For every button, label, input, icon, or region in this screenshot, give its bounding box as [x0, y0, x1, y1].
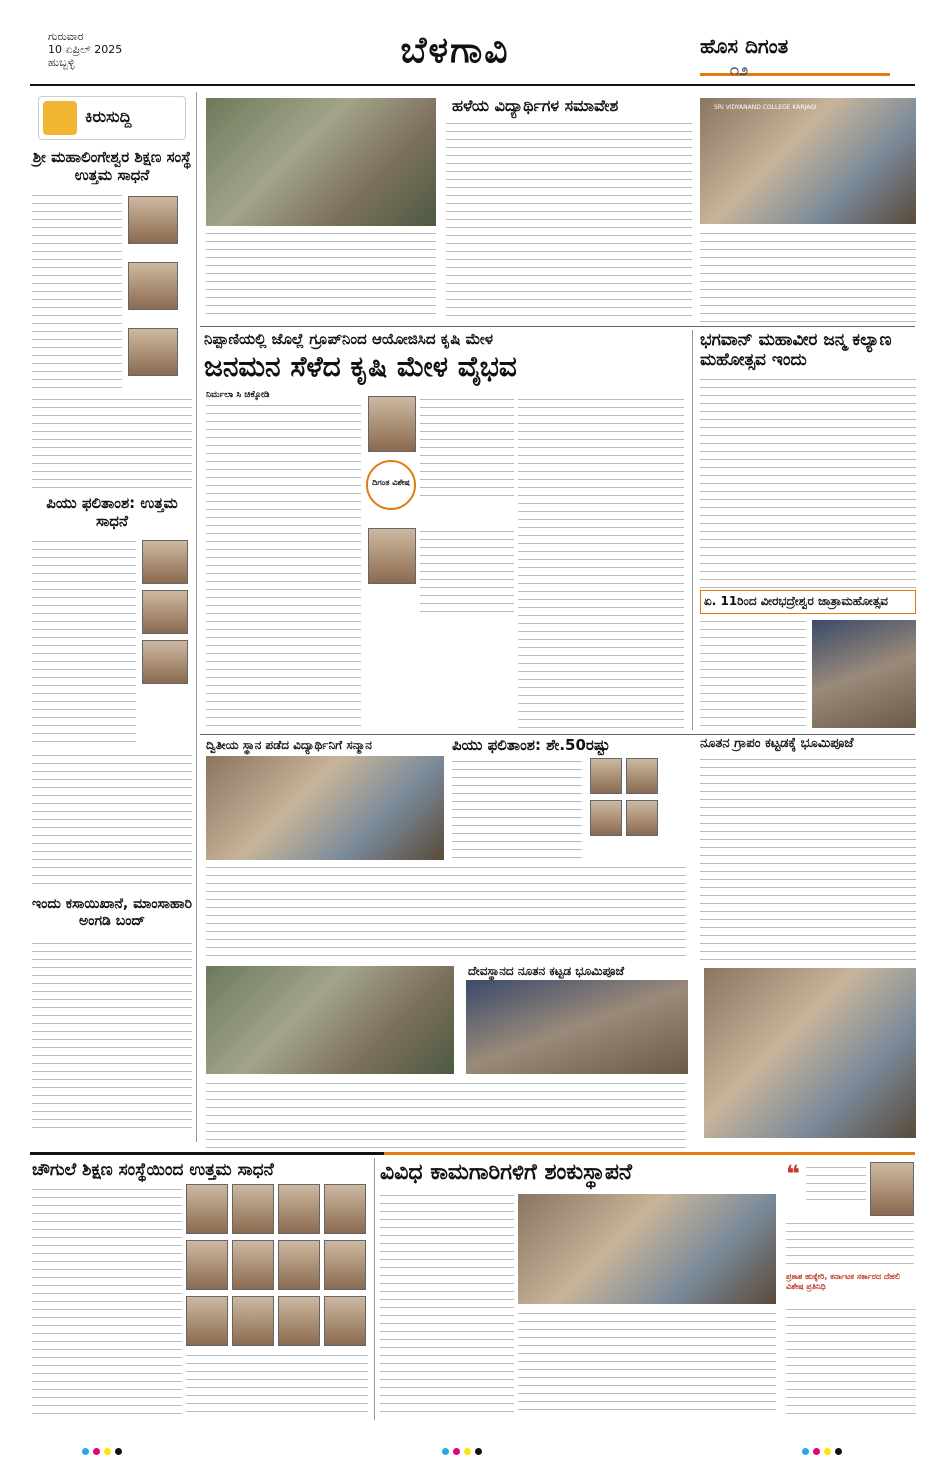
registration-marks	[80, 1440, 124, 1459]
day-label: ಗುರುವಾರ	[48, 30, 84, 43]
story-headline: ಚೌಗುಲೆ ಶಿಕ್ಷಣ ಸಂಸ್ಥೆಯಿಂದ ಉತ್ತಮ ಸಾಧನೆ	[32, 1160, 274, 1180]
header-rule	[30, 84, 915, 86]
newspaper-logo	[700, 34, 890, 79]
event-photo	[704, 968, 916, 1138]
student-photo-grid	[186, 1184, 368, 1348]
story-headline: ದೇವಸ್ಥಾನದ ನೂತನ ಕಟ್ಟಡ ಭೂಮಿಪೂಜೆ	[468, 964, 625, 978]
person-photo	[870, 1162, 914, 1216]
date-label: 10 ಏಪ್ರಿಲ್ 2025	[48, 43, 123, 56]
student-photo	[142, 540, 188, 584]
story-headline: ನೂತನ ಗ್ರಾಪಂ ಕಟ್ಟಡಕ್ಕೆ ಭೂಮಿಪೂಜೆ	[700, 736, 854, 751]
story-headline: ಪಿಯು ಫಲಿತಾಂಶ: ಶೇ.50ರಷ್ಟು	[452, 736, 610, 754]
quote-icon: ❝	[786, 1160, 801, 1188]
student-photo	[590, 800, 622, 836]
byline: ನಿರ್ಮಲಾ ಸಿ ಚಿಕ್ಕೋಡಿ	[206, 390, 270, 400]
registration-marks	[440, 1440, 484, 1459]
story-headline: ಜನಮನ ಸೆಳೆದ ಕೃಷಿ ಮೇಳ ವೈಭವ	[204, 350, 517, 383]
student-photo	[626, 758, 658, 794]
student-photo	[590, 758, 622, 794]
story-headline: ಇಂದು ಕಸಾಯಿಖಾನೆ, ಮಾಂಸಾಹಾರಿ ಅಂಗಡಿ ಬಂದ್	[32, 896, 192, 929]
page-title: ಬೆಳಗಾವಿ	[400, 30, 510, 71]
story-headline: ಹಳೆಯ ವಿದ್ಯಾರ್ಥಿಗಳ ಸಮಾವೇಶ	[452, 96, 619, 115]
person-photo	[368, 396, 416, 452]
story-headline: ಶ್ರೀ ಮಹಾಲಿಂಗೇಶ್ವರ ಶಿಕ್ಷಣ ಸಂಸ್ಥೆ ಉತ್ತಮ ಸಾಧನೆ	[32, 148, 192, 184]
masthead-date	[48, 30, 122, 69]
banner-text: SRI VIDYANAND COLLEGE KARJAGI	[714, 104, 817, 111]
student-photo	[128, 328, 178, 376]
brand-name: ಹೊಸ ದಿಗಂತ	[700, 34, 789, 58]
quote-attribution: ಪ್ರಕಾಶ ಹುಕ್ಕೇರಿ, ಕರ್ನಾಟಕ ಸರ್ಕಾರದ ದೆಹಲಿ ವಿಶೇಷ ಪ್ರತಿನಿಧಿ	[786, 1272, 900, 1291]
event-photo	[466, 980, 688, 1074]
pull-quote	[786, 1160, 916, 1300]
person-photo	[368, 528, 416, 584]
place-label: ಹುಬ್ಬಳ್ಳಿ	[48, 56, 75, 69]
story-headline: ಪಿಯು ಫಲಿತಾಂಶ: ಉತ್ತಮ ಸಾಧನೆ	[46, 494, 178, 530]
story-headline: ಭಗವಾನ್ ಮಹಾವೀರ ಜನ್ಮ ಕಲ್ಯಾಣ ಮಹೋತ್ಸವ ಇಂದು	[700, 330, 892, 371]
digantha-vishesha-logo: ದಿಗಂತ ವಿಶೇಷ	[366, 460, 416, 510]
event-photo	[206, 98, 436, 226]
student-photo	[142, 640, 188, 684]
registration-marks	[800, 1440, 844, 1459]
story-headline: ವಿವಿಧ ಕಾಮಗಾರಿಗಳಿಗೆ ಶಂಕುಸ್ಥಾಪನೆ	[380, 1160, 633, 1185]
page-number: ೧೨	[730, 60, 748, 79]
story-kicker: ನಿಪ್ಪಾಣಿಯಲ್ಲಿ ಜೊಲ್ಲೆ ಗ್ರೂಪ್‌ನಿಂದ ಆಯೋಜಿಸಿದ ಕೃಷಿ ಮೇಳ	[204, 330, 493, 348]
event-photo	[700, 98, 916, 224]
event-photo	[206, 966, 454, 1074]
student-photo	[626, 800, 658, 836]
student-photo	[128, 262, 178, 310]
student-photo	[128, 196, 178, 244]
kirusuddi-label: ಕಿರುಸುದ್ದಿ	[38, 96, 186, 140]
student-photo	[142, 590, 188, 634]
hand-icon	[43, 101, 77, 135]
story-headline: ದ್ವಿತೀಯ ಸ್ಥಾನ ಪಡೆದ ವಿದ್ಯಾರ್ಥಿನಿಗೆ ಸನ್ಮಾನ	[206, 738, 372, 752]
story-headline: ಏ. 11ರಿಂದ ವೀರಭದ್ರೇಶ್ವರ ಜಾತ್ರಾಮಹೋತ್ಸವ	[704, 594, 888, 608]
event-photo	[518, 1194, 776, 1304]
deity-photo	[812, 620, 916, 728]
event-photo	[206, 756, 444, 860]
